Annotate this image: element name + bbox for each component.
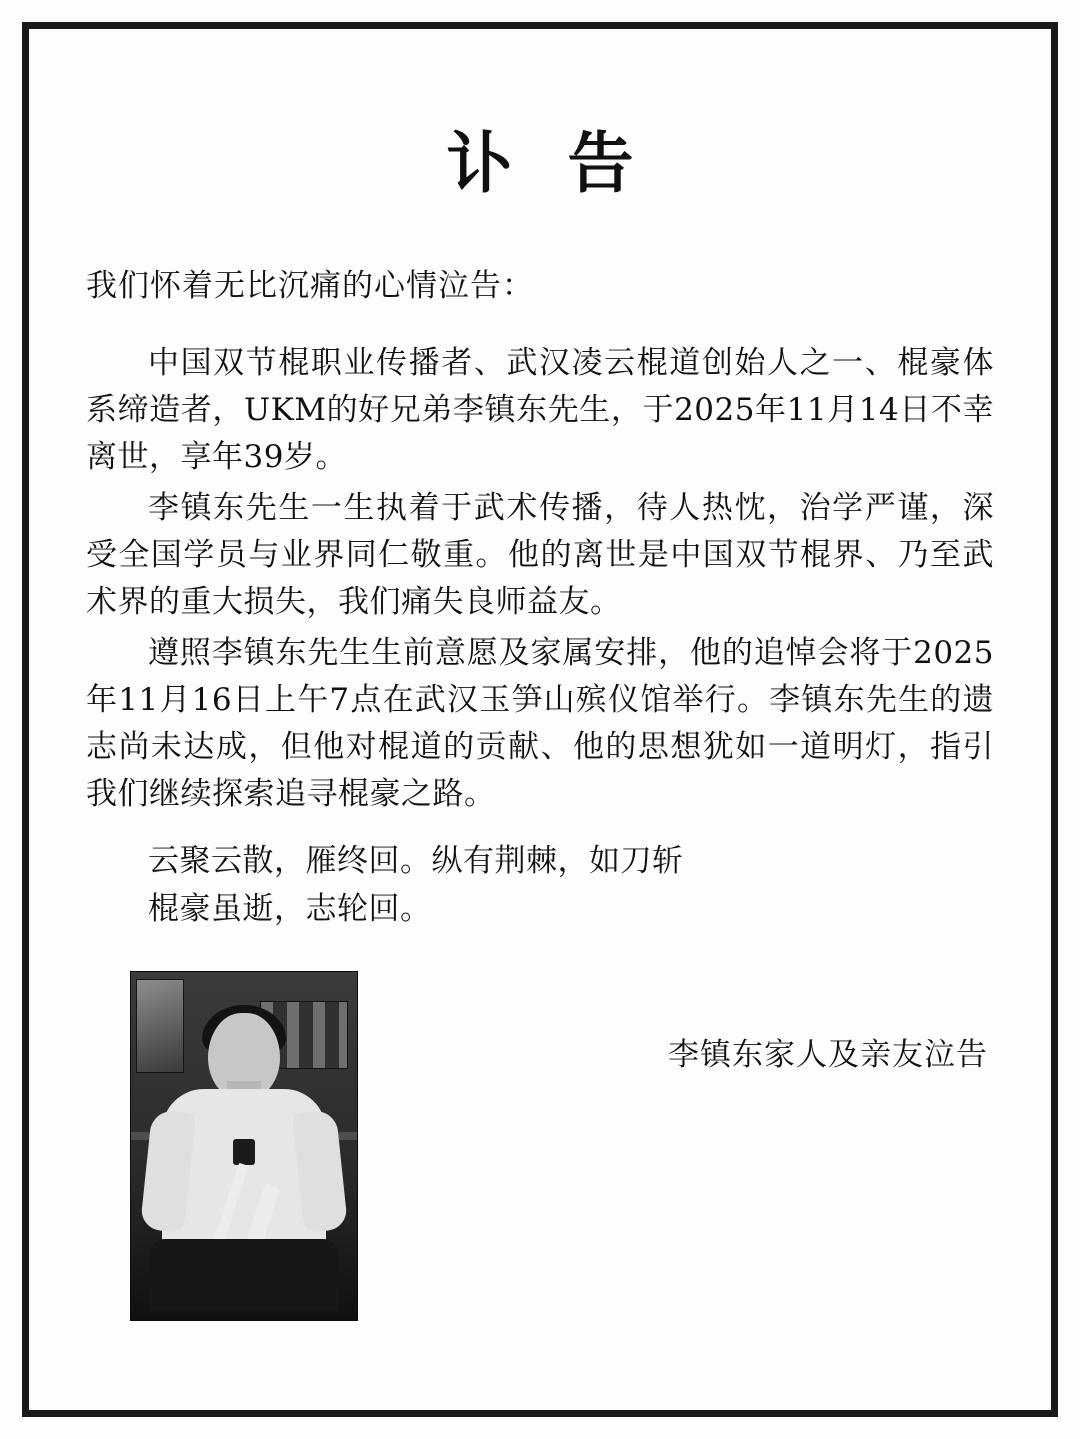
salutation-text: 我们怀着无比沉痛的心情泣告： [86,268,534,304]
portrait-shirt-logo [233,1139,255,1165]
obituary-paragraph-3: 遵照李镇东先生生前意愿及家属安排，他的追悼会将于2025年11月16日上午7点在武汉玉笋山殡仪馆举行。李镇东先生的遗志尚未达成，但他对棍道的贡献、他的思想犹如一道明灯，指引我们继续探索追寻棍豪之路。 [86,635,994,813]
verse-line-2: 棍豪虽逝，志轮回。 [148,890,432,927]
obituary-paragraph-1: 中国双节棍职业传播者、武汉凌云棍道创始人之一、棍豪体系缔造者，UKM的好兄弟李镇东先生，于2025年11月14日不幸离世，享年39岁。 [86,344,994,475]
memorial-photo [130,971,358,1321]
photo-poster-left [136,979,184,1073]
obituary-paragraph-2: 李镇东先生一生执着于武术传播，待人热忱，治学严谨，深受全国学员与业界同仁敬重。他的离世是中国双节棍界、乃至武术界的重大损失，我们痛失良师益友。 [86,489,994,621]
obituary-content [24,22,1056,1417]
portrait-image [130,971,358,1321]
portrait-lap [149,1239,339,1311]
page-title: 讣 告 [446,124,650,202]
verse-line-1: 云聚云散，雁终回。纵有荆棘，如刀斩 [148,842,684,879]
verse-block [86,837,994,933]
signature-text: 李镇东家人及亲友泣告 [668,1036,988,1073]
